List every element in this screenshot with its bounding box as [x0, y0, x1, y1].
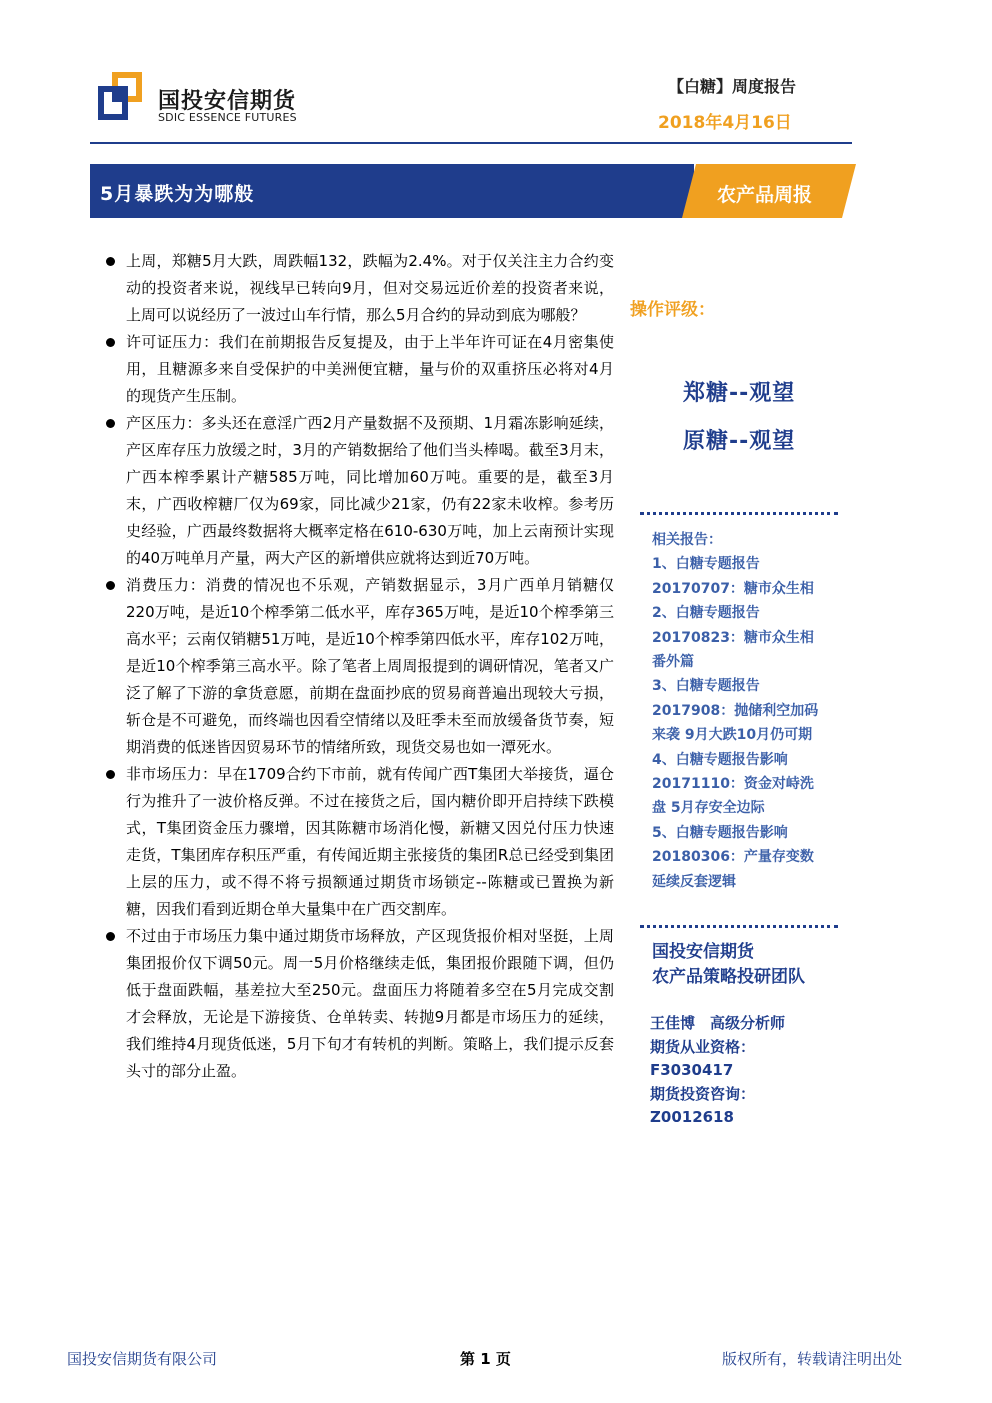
- list-item: 许可证压力：我们在前期报告反复提及，由于上半年许可证在4月密集使用，且糖源多来自受保护的中美洲便宜糖，量与价的双重挤压必将对4月的现货产生压制。: [102, 329, 614, 410]
- header-divider: [90, 142, 852, 144]
- bullet-icon: [106, 581, 115, 590]
- sidebar-divider: [640, 512, 838, 515]
- footer-company: 国投安信期货有限公司: [67, 1350, 218, 1368]
- analyst-info: [650, 1012, 785, 1130]
- report-title: 5月暴跌为为哪般: [100, 183, 255, 205]
- analysis-bullets: [102, 248, 614, 1085]
- related-line: 20180306：产量存变数: [652, 849, 814, 866]
- rating-label: 操作评级：: [630, 300, 715, 320]
- related-line: 番外篇: [652, 654, 694, 671]
- related-line: 2017908：抛储利空加码: [652, 702, 819, 719]
- list-item: 产区压力：多头还在意淫广西2月产量数据不及预期、1月霜冻影响延续，产区库存压力放缓之时，3月的产销数据给了他们当头棒喝。截至3月末，广西本榨季累计产糖585万吨，同比增加60万吨。重要的是，截至3月末，广西收榨糖厂仅为69家，同比减少21家，仍有22家未收榨。参考历史经验，广西最终数据将大概率定格在610-630万吨，加上云南预计实现的40万吨单月产量，两大产区的新增供应就将达到近70万吨。: [102, 410, 614, 572]
- company-name-cn: 国投安信期货: [158, 89, 297, 114]
- related-line: 5、白糖专题报告影响: [652, 824, 788, 841]
- list-item: 上周，郑糖5月大跌，周跌幅132，跌幅为2.4%。对于仅关注主力合约变动的投资者来说，视线早已转向9月，但对交易远近价差的投资者来说，上周可以说经历了一波过山车行情，那么5月合约的异动到底为哪般？: [102, 248, 614, 329]
- sidebar-divider: [640, 925, 838, 928]
- category-tag: 农产品周报: [717, 184, 813, 206]
- company-name-en: SDIC ESSENCE FUTURES: [158, 111, 297, 124]
- related-line: 盘 5月存安全边际: [652, 800, 765, 817]
- analyst-line: 期货投资咨询：: [650, 1084, 756, 1103]
- team-line: 农产品策略投研团队: [652, 967, 805, 987]
- list-item: 消费压力：消费的情况也不乐观，产销数据显示，3月广西单月销糖仅220万吨，是近10个榨季第二低水平，库存365万吨，是近10个榨季第三高水平；云南仅销糖51万吨，是近10个榨季第四低水平，库存102万吨，是近10个榨季第三高水平。除了笔者上周周报提到的调研情况，笔者又广泛了解了下游的拿货意愿，前期在盘面抄底的贸易商普遍出现较大亏损，斩仓是不可避免，而终端也因看空情绪以及旺季未至而放缓备货节奏，短期消费的低迷皆因贸易环节的情绪所致，现货交易也如一潭死水。: [102, 572, 614, 761]
- report-date: 2018年4月16日: [658, 113, 792, 133]
- related-line: 延续反套逻辑: [652, 873, 736, 890]
- related-line: 20170707：糖市众生相: [652, 580, 814, 597]
- related-reports: [652, 528, 852, 894]
- related-line: 20171110：资金对峙洗: [652, 776, 814, 793]
- analyst-line: 王佳博 高级分析师: [650, 1014, 786, 1032]
- company-logo-icon: [98, 72, 142, 120]
- related-line: 2、白糖专题报告: [652, 605, 760, 622]
- analyst-line: 期货从业资格：: [650, 1037, 756, 1056]
- related-line: 1、白糖专题报告: [652, 556, 760, 573]
- team-line: 国投安信期货: [652, 942, 754, 962]
- related-line: 20170823：糖市众生相: [652, 629, 814, 646]
- research-team: [652, 940, 805, 990]
- rating-zhengtang: 郑糖--观望: [683, 381, 796, 406]
- related-title: 相关报告：: [652, 532, 722, 548]
- related-line: 4、白糖专题报告影响: [652, 751, 788, 768]
- rating-yuantang: 原糖--观望: [683, 429, 796, 454]
- bullet-icon: [106, 257, 115, 266]
- page-number: 第 1 页: [460, 1350, 511, 1368]
- analyst-line: F3030417: [650, 1061, 734, 1079]
- related-line: 3、白糖专题报告: [652, 678, 760, 695]
- related-line: 来袭 9月大跌10月仍可期: [652, 727, 813, 744]
- bullet-icon: [106, 770, 115, 779]
- analyst-line: Z0012618: [650, 1108, 734, 1126]
- list-item: 不过由于市场压力集中通过期货市场释放，产区现货报价相对坚挺，上周集团报价仅下调50元。周一5月价格继续走低，集团报价跟随下调，但仍低于盘面跌幅，基差拉大至250元。盘面压力将随着多空在5月完成交割才会释放，无论是下游接货、仓单转卖、转抛9月都是市场压力的延续，我们维持4月现货低迷，5月下旬才有转机的判断。策略上，我们提示反套头寸的部分止盈。: [102, 923, 614, 1085]
- bullet-icon: [106, 932, 115, 941]
- bullet-icon: [106, 338, 115, 347]
- bullet-icon: [106, 419, 115, 428]
- footer-copyright: 版权所有，转载请注明出处: [722, 1350, 903, 1368]
- report-type: 【白糖】周度报告: [668, 77, 797, 96]
- list-item: 非市场压力：早在1709合约下市前，就有传闻广西T集团大举接货，逼仓行为推升了一波价格反弹。不过在接货之后，国内糖价即开启持续下跌模式，T集团资金压力骤增，因其陈糖市场消化慢，新糖又因兑付压力快速走货，T集团库存积压严重，有传闻近期主张接货的集团R总已经受到集团上层的压力，或不得不将亏损额通过期货市场锁定--陈糖或已置换为新糖，因我们看到近期仓单大量集中在广西交割库。: [102, 761, 614, 923]
